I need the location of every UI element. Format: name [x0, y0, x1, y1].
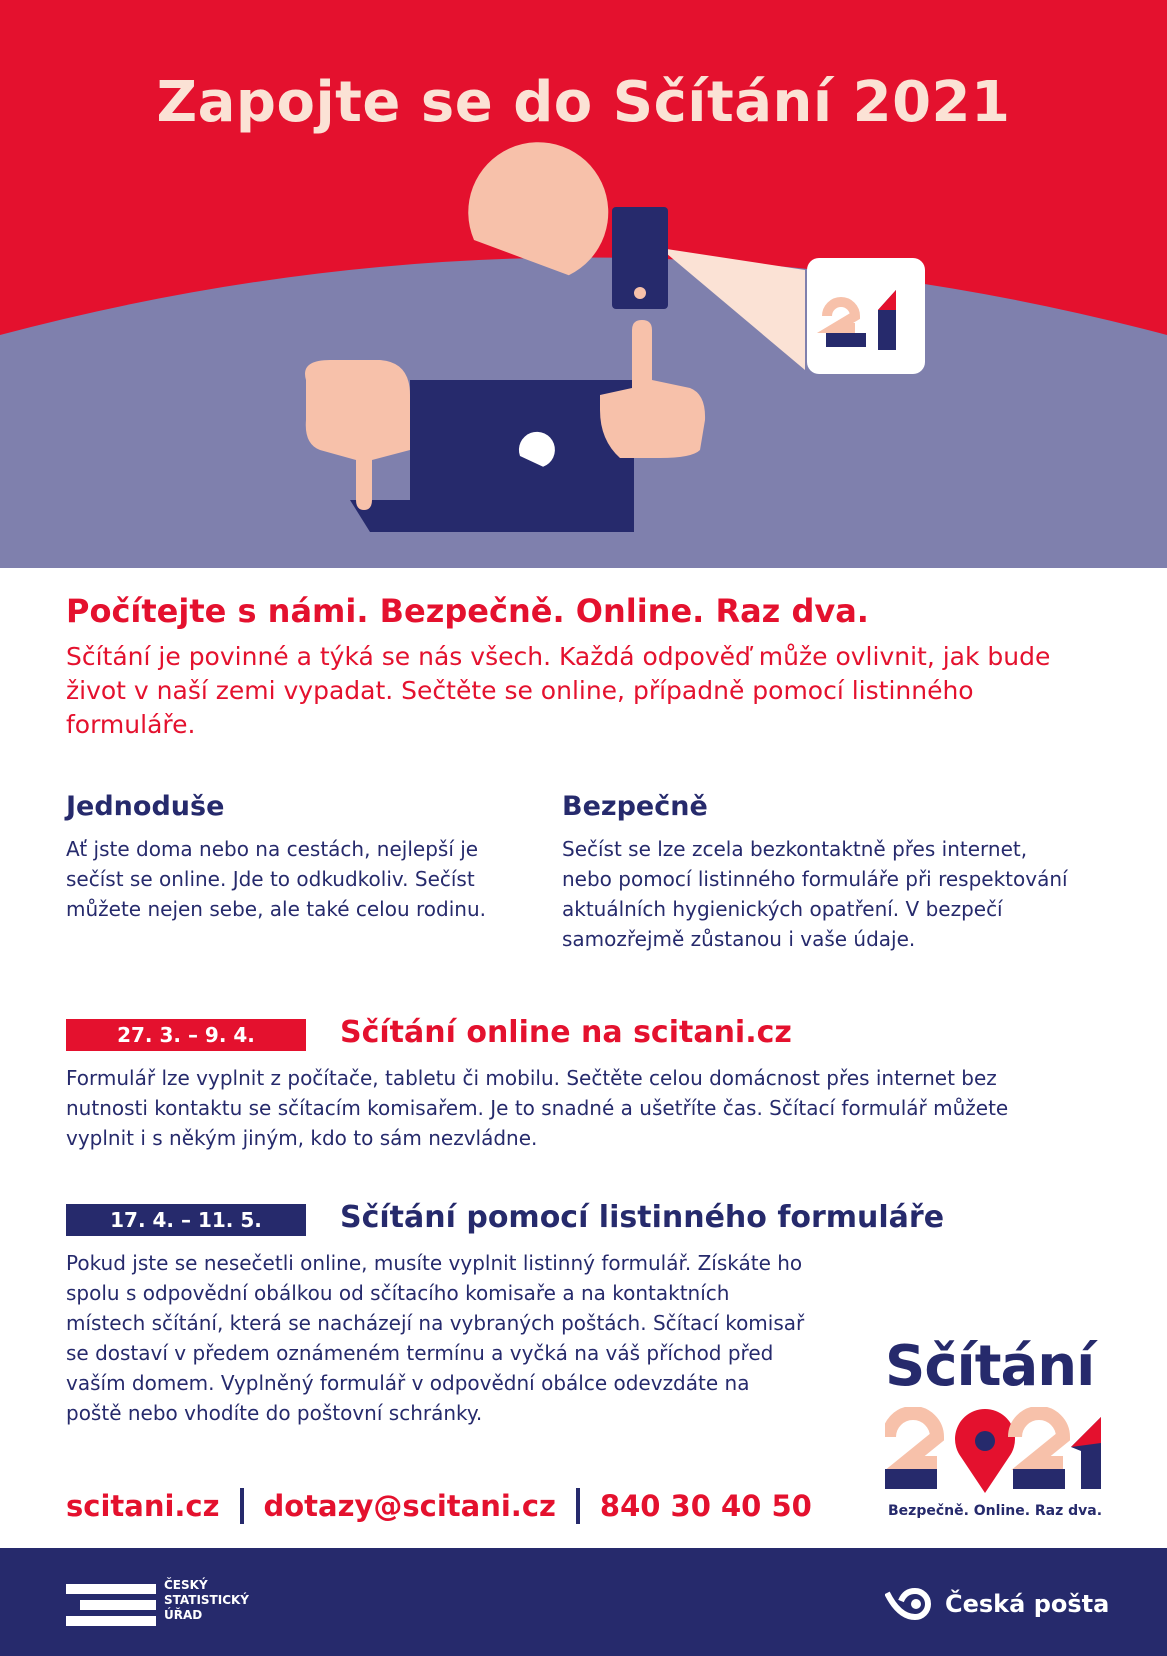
ceska-posta-logo: [885, 1582, 1109, 1626]
contact-line: [66, 1486, 812, 1526]
divider: [576, 1488, 580, 1524]
column-jednoduse: [66, 790, 526, 924]
hero-title: Zapojte se do Sčítání 2021: [156, 70, 1011, 135]
column-bezpecne: [562, 790, 1082, 954]
location-pin-icon: [955, 1409, 1015, 1493]
column-heading: Bezpečně: [562, 791, 708, 822]
column-text: Ať jste doma nebo na cestách, nejlepší je sečíst se online. Jde to odkudkoliv. Sečíst můžete nejen sebe, ale také celou rodinu.: [66, 837, 486, 921]
csu-logo: [66, 1578, 266, 1634]
app-21-icon: [807, 258, 925, 374]
section-title: Sčítání pomocí listinného formuláře: [340, 1200, 945, 1235]
posta-horn-icon: [885, 1587, 937, 1621]
divider: [240, 1488, 244, 1524]
logo-2021-graphic: [885, 1407, 1105, 1497]
date-badge: 17. 4. – 11. 5.: [66, 1204, 306, 1236]
section-text: Formulář lze vyplnit z počítače, tabletu či mobilu. Sečtěte celou domácnost přes internet bez nutnosti kontaktu se sčítacím komisařem. Je to snadné a ušetříte čas. Sčítací formulář můžete vyplnit i s někým jiným, kdo to sám nezvládne.: [66, 1066, 1009, 1150]
csu-stripe: [80, 1600, 156, 1610]
footer: [0, 1548, 1167, 1656]
hero-banner: [0, 0, 1167, 568]
csu-stripe: [66, 1584, 156, 1594]
website-link[interactable]: scitani.cz: [66, 1489, 220, 1523]
column-text: Sečíst se lze zcela bezkontaktně přes internet, nebo pomocí listinného formuláře při respektování aktuálních hygienických opatření. V bezpečí samozřejmě zůstanou i vaše údaje.: [562, 837, 1068, 951]
intro-section: [66, 590, 1106, 742]
section-text: Pokud jste se nesečetli online, musíte vyplnit listinný formulář. Získáte ho spolu s odpovědní obálkou od sčítacího komisaře a na kontaktních místech sčítání, která se nacházejí na vybraných poštách. Sčítací komisař se dostaví v předem oznámeném termínu a vyčká na váš příchod před vaším domem. Vyplněný formulář v odpovědní obálce odevzdáte na poště nebo vhodíte do poštovní schránky.: [66, 1251, 805, 1425]
phone-number[interactable]: 840 30 40 50: [599, 1489, 812, 1523]
logo-slogan: Bezpečně. Online. Raz dva.: [888, 1503, 1103, 1519]
column-heading: Jednoduše: [66, 791, 225, 822]
date-badge: 27. 3. – 9. 4.: [66, 1019, 306, 1051]
posta-name: Česká pošta: [945, 1590, 1110, 1618]
csu-stripe: [66, 1616, 156, 1626]
tagline: Počítejte s námi. Bezpečně. Online. Raz dva.: [66, 592, 869, 630]
csu-name: ČESKÝ STATISTICKÝ ÚŘAD: [164, 1578, 249, 1622]
smartphone-icon: [612, 207, 668, 309]
intro-text: Sčítání je povinné a týká se nás všech. Každá odpověď může ovlivnit, jak bude život v naší zemi vypadat. Sečtěte se online, případně pomocí listinného formuláře.: [66, 642, 1051, 739]
email-link[interactable]: dotazy@scitani.cz: [263, 1489, 556, 1523]
logo-wordmark: Sčítání: [885, 1334, 1095, 1399]
section-title: Sčítání online na scitani.cz: [340, 1015, 792, 1050]
